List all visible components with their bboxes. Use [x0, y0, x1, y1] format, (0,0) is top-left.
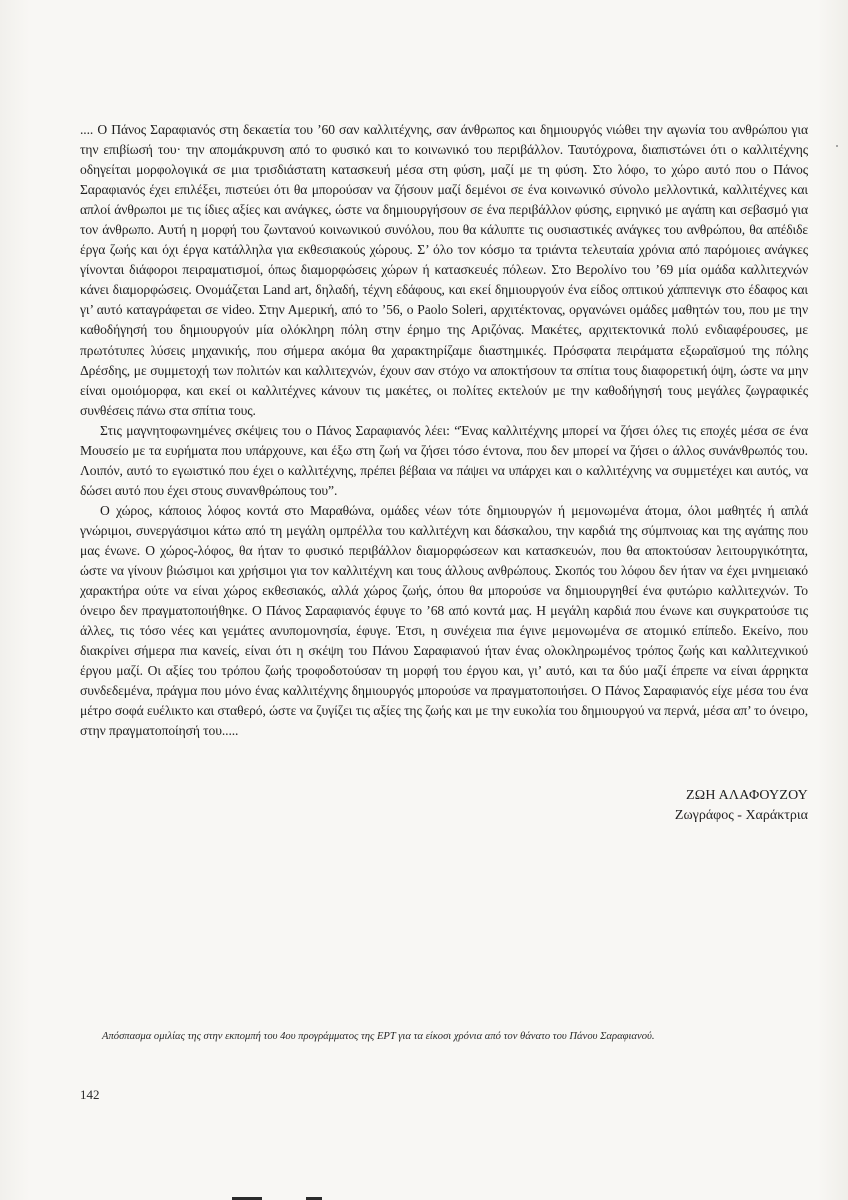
author-role: Ζωγράφος - Χαράκτρια: [674, 808, 808, 823]
article-paragraph-3: Ο χώρος, κάποιος λόφος κοντά στο Μαραθώνα, ομάδες νέων τότε δημιουργών ή μεμονωμένα άτομα, όλοι μαθητές ή απλά γνώριμοι, συνεργάσιμοι κάτω από τη μεγάλη ομπρέλλα του καλλιτέχνη και δάσκαλου, την καρδιά της σύμπνοιας και της αγάπης που μας ένωνε. Ο χώρος-λόφος, θα ήταν το φυσικό περιβάλλον διαμορφώσεων και κατασκευών, που θα αποκτούσαν λειτουργικότητα, ώστε να γίνουν βιώσιμοι και χρήσιμοι για τον καλλιτέχνη και τους άλλους ανθρώπους. Σκοπός του λόφου δεν ήταν να έχει μνημειακό χαρακτήρα ούτε να είναι χώρος εκθεσιακός, αλλά χώρος ζωής, όπου θα μπορούσε να δημιουργηθεί ένα φυτώριο καλλιτεχνών. Το όνειρο δεν πραγματοποιήθηκε. Ο Πάνος Σαραφιανός έφυγε το ’68 από κοντά μας. Η μεγάλη καρδιά που ένωνε και συγκρατούσε τις άλλες, τις τόσο νέες και γεμάτες ανυπομονησία, έφυγε. Έτσι, η συνέχεια πια έγινε μεμονωμένα σε ατομικό επίπεδο. Εκείνο, που διακρίνει σήμερα πια κανείς, είναι ότι η σκέψη του Πάνου Σαραφιανού ήταν ένας ολοκληρωμένος τρόπος ζωής και καλλιτεχνικού έργου μαζί. Οι αξίες του τρόπου ζωής τροφοδοτούσαν τη μορφή του έργου και, γι’ αυτό, και τα δύο μαζί έπρεπε να είναι άρρηκτα συνδεδεμένα, πράγμα που μόνο ένας καλλιτέχνης δημιουργός μπορούσε να πραγματοποιήσει. Ο Πάνος Σαραφιανός είχε μέσα του ένα μέτρο σοφά ευέλικτο και σταθερό, ώστε να ζυγίζει τις αξίες της ζωής και με την ευκολία του δημιουργού να περνά, μέσα απ’ το όνειρο, στην πραγματοποίησή του.....: [80, 502, 808, 739]
article-paragraph-2: Στις μαγνητοφωνημένες σκέψεις του ο Πάνος Σαραφιανός λέει: “Ένας καλλιτέχνης μπορεί να ζήσει όλες τις εποχές μέσα σε ένα Μουσείο με τα ευρήματα που υπάρχουνε, και έξω στη ζωή να ζήσει τόσο έντονα, που δεν μπορεί να ζήσει ο άλλος συνάνθρωπός του. Λοιπόν, αυτό το εγωιστικό που έχει ο καλλιτέχνης, πρέπει βέβαια να πάψει να υπάρχει και ο καλλιτέχνης να συμμετέχει και αυτός, να δώσει αυτό που έχει στους συνανθρώπους του”.: [80, 422, 808, 498]
scan-speck: [836, 145, 838, 147]
article-paragraph-1: .... Ο Πάνος Σαραφιανός στη δεκαετία του ’60 σαν καλλιτέχνης, σαν άνθρωπος και δημιουργός νιώθει την αγωνία του ανθρώπου για την επιβίωσή του· την απομάκρυνση από το φυσικό και το κοινωνικό του περιβάλλον. Ταυτόχρονα, διαπιστώνει ότι ο καλλιτέχνης οδηγείται μορφολογικά σε μια τρισδιάστατη κατασκευή μέσα στη φύση, μαζί με τη φύση. Στο λόφο, το χώρο αυτό που ο Πάνος Σαραφιανός έχει επιλέξει, πιστεύει ότι θα μπορούσαν να ζήσουν μαζί δεμένοι σε ένα κοινωνικό σύνολο μελλοντικά, καλλιτέχνες και απλοί άνθρωποι με τις ίδιες αξίες και ανάγκες, ώστε να δημιουργήσουν σε ένα περιβάλλον φύσης, ειρηνικό με αγάπη και σεβασμό για τον άνθρωπο. Αυτή η μορφή του ζωντανού κοινωνικού συνόλου, που θα κάλυπτε τις ουσιαστικές ανάγκες του ανθρώπου, θα απέδιδε έργα ζωής και όχι έργα κατάλληλα για εκθεσιακούς χώρους. Σ’ όλο τον κόσμο τα τριάντα τελευταία χρόνια από παρόμοιες ανάγκες γίνονται διάφοροι πειραματισμοί, όπως διαμορφώσεις χώρων ή κατασκευές πόλεων. Στο Βερολίνο του ’69 μία ομάδα καλλιτεχνών κάνει διαμορφώσεις. Ονομάζεται Land art, δηλαδή, τέχνη εδάφους, και εκεί δημιουργούν ένα είδος οπτικού χάππενιγκ στο έδαφος και γι’ αυτό καταγράφεται σε video. Στην Αμερική, από το ’56, ο Paolo Soleri, αρχιτέκτονας, οργανώνει ομάδες μαθητών του, που με την καθοδήγησή του δημιουργούν μία ολόκληρη πόλη στην έρημο της Αριζόνας. Μακέτες, αρχιτεκτονικά πολύ ενδιαφέρουσες, με πρωτότυπες λύσεις μηχανικής, που σήμερα ακόμα θα χαρακτηρίζαμε διαστημικές. Πρόσφατα πειράματα εξωραϊσμού της πόλης Δρέσδης, με συμμετοχή των πολιτών και καλλιτεχνών, έχουν σαν στόχο να αποκτήσουν τα σπίτια τους διαφορετική όψη, ώστε να μην είναι ομοιόμορφα, και εκεί οι καλλιτέχνες κάνουν τις μακέτες, οι πολίτες εκτελούν με την καθοδήγησή τους μεγάλες ζωγραφικές συνθέσεις πάνω στα σπίτια τους.: [80, 122, 808, 418]
source-caption: Απόσπασμα ομιλίας της στην εκπομπή του 4ου προγράμματος της ΕΡΤ για τα είκοσι χρόνια από τον θάνατο του Πάνου Σαραφιανού.: [102, 1031, 655, 1042]
author-signature: [675, 786, 808, 826]
article-body: [80, 120, 808, 741]
page-number: 142: [80, 1087, 100, 1102]
author-name: ΖΩΗ ΑΛΑΦΟΥΖΟΥ: [685, 788, 808, 803]
